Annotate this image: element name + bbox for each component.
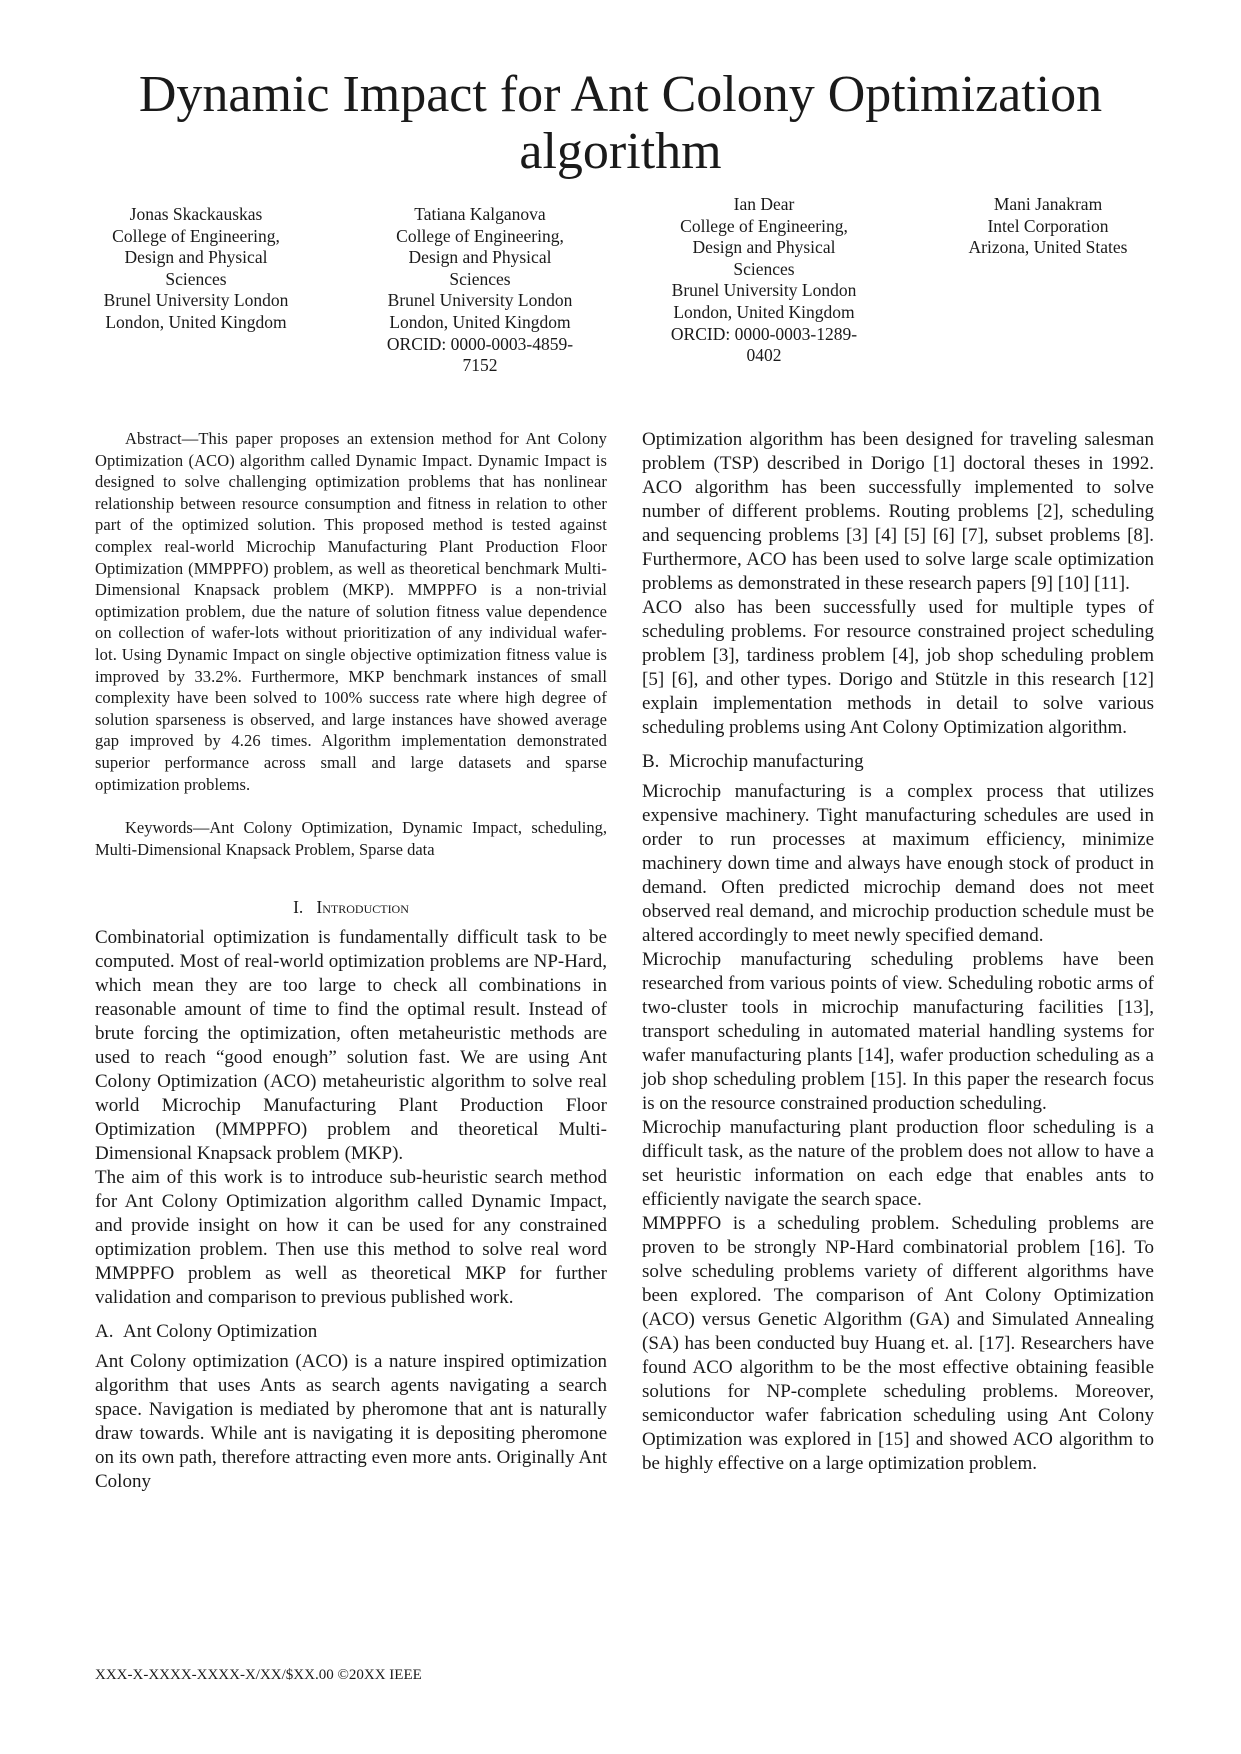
paragraph: The aim of this work is to introduce sub-heuristic search method for Ant Colony Optimization algorithm called Dynamic Impact, and provide insight on how it can be used for any constrained optimization problem. Then use this method to solve real word MMPPFO problem as well as theoretical MKP for further validation and comparison to previous published work.	[95, 1167, 607, 1309]
left-column	[95, 428, 607, 1494]
copyright-footer: XXX-X-XXXX-XXXX-X/XX/$XX.00 ©20XX IEEE	[95, 1667, 422, 1683]
paragraph: Microchip manufacturing is a complex process that utilizes expensive machinery. Tight manufacturing schedules are used in order to run processes at maximum efficiency, minimize machinery down time and always have enough stock of product in demand. Often predicted microchip demand does not meet observed real demand, and microchip production schedule must be altered accordingly to meet newly specified demand.	[642, 781, 1154, 946]
author-affiliation-line: Design and Physical	[408, 247, 552, 268]
paragraph: MMPPFO is a scheduling problem. Scheduling problems are proven to be strongly NP-Hard combinatorial problem [16]. To solve scheduling problems variety of different algorithms have been explored. The comparison of Ant Colony Optimization (ACO) versus Genetic Algorithm (GA) and Simulated Annealing (SA) has been conducted buy Huang et. al. [17]. Researchers have found ACO algorithm to be the most effective obtaining feasible solutions for NP-complete scheduling problems. Moreover, semiconductor wafer fabrication scheduling using Ant Colony Optimization was explored in [15] and showed ACO algorithm to be highly effective on a large optimization problem.	[642, 1213, 1154, 1474]
right-column-body	[642, 428, 1154, 1476]
subsection-title: Microchip manufacturing	[668, 751, 864, 772]
author-affiliation-line: Sciences	[449, 268, 511, 289]
right-column	[642, 428, 1154, 1476]
abstract	[95, 428, 607, 795]
author-affiliation-line: Arizona, United States	[968, 237, 1128, 258]
keywords	[95, 817, 607, 860]
section-title: Introduction	[316, 897, 409, 918]
abstract-text: This paper proposes an extension method for Ant Colony Optimization (ACO) algorithm called Dynamic Impact. Dynamic Impact is designed to solve challenging optimization problems that has nonlinear relationship between resource consumption and fitness in relation to other part of the optimized solution. This proposed method is tested against complex real-world Microchip Manufacturing Plant Production Floor Optimization (MMPPFO) problem, as well as theoretical benchmark Multi-Dimensional Knapsack problem (MKP). MMPPFO is a non-trivial optimization problem, due the nature of solution fitness value dependence on collection of wafer-lots without prioritization of any individual wafer-lot. Using Dynamic Impact on single objective optimization fitness value is improved by 33.2%. Furthermore, MKP benchmark instances of small complexity have been solved to 100% success rate where high degree of solution sparseness is observed, and large instances have showed average gap improved by 4.26 times. Algorithm implementation demonstrated superior performance across small and large datasets and sparse optimization problems.	[95, 429, 607, 794]
author-orcid: ORCID: 0000-0003-1289-	[670, 323, 858, 344]
author-name: Tatiana Kalganova	[414, 204, 546, 224]
paragraph: Combinatorial optimization is fundamentally difficult task to be computed. Most of real-world optimization problems are NP-Hard, which mean they are too large to check all combinations in reasonable amount of time to find the optimal result. Instead of brute forcing the optimization, often metaheuristic methods are used to reach “good enough” solution fast. We are using Ant Colony Optimization (ACO) metaheuristic algorithm to solve real world Microchip Manufacturing Plant Production Floor Optimization (MMPPFO) problem and theoretical Multi-Dimensional Knapsack problem (MKP).	[95, 927, 607, 1165]
author-orcid: 7152	[462, 355, 498, 376]
author-affiliation-line: Design and Physical	[124, 247, 268, 268]
subsection-label: A.	[95, 1321, 114, 1343]
author-affiliation-line: London, United Kingdom	[389, 311, 571, 332]
author-name: Ian Dear	[733, 194, 795, 214]
paragraph: Optimization algorithm has been designed for traveling salesman problem (TSP) described in Dorigo [1] doctoral theses in 1992. ACO algorithm has been successfully implemented to solve number of different problems. Routing problems [2], scheduling and sequencing problems [3] [4] [5] [6] [7], subset problems [8]. Furthermore, ACO has been used to solve large scale optimization problems as demonstrated in these research papers [9] [10] [11].	[642, 429, 1154, 594]
subsection-heading-aco	[95, 1320, 607, 1344]
author-block-2	[350, 204, 610, 377]
keywords-label: Keywords—	[125, 818, 210, 838]
author-affiliation-line: Design and Physical	[692, 237, 836, 258]
paper-title: Dynamic Impact for Ant Colony Optimization algorithm	[138, 66, 1103, 180]
author-affiliation-line: London, United Kingdom	[673, 301, 855, 322]
author-orcid: ORCID: 0000-0003-4859-	[386, 333, 574, 354]
paragraph: ACO also has been successfully used for multiple types of scheduling problems. For resource constrained project scheduling problem [3], tardiness problem [4], job shop scheduling problem [5] [6], and other types. Dorigo and Stützle in this research [12] explain implementation methods in detail to solve various scheduling problems using Ant Colony Optimization algorithm.	[642, 597, 1154, 738]
section-heading-introduction	[95, 896, 607, 918]
author-affiliation-line: Sciences	[165, 268, 227, 289]
abstract-label: Abstract—	[125, 429, 199, 448]
author-affiliation-line: Sciences	[733, 258, 795, 279]
author-affiliation-line: College of Engineering,	[680, 215, 848, 236]
author-affiliation-line: Brunel University London	[671, 280, 857, 301]
section-number: I.	[293, 897, 304, 918]
author-affiliation-line: College of Engineering,	[112, 225, 280, 246]
paragraph: Microchip manufacturing scheduling problems have been researched from various points of view. Scheduling robotic arms of two-cluster tools in microchip manufacturing facilities [13], transport scheduling in automated material handling systems for wafer manufacturing plants [14], wafer production scheduling as a job shop scheduling problem [15]. In this paper the research focus is on the resource constrained production scheduling.	[642, 949, 1154, 1114]
author-orcid: 0402	[746, 345, 782, 366]
subsection-heading-microchip	[642, 750, 1154, 774]
author-name: Mani Janakram	[993, 194, 1103, 214]
author-name: Jonas Skackauskas	[129, 204, 263, 224]
author-block-3	[634, 194, 894, 367]
keywords-text: Ant Colony Optimization, Dynamic Impact, scheduling, Multi-Dimensional Knapsack Problem, Sparse data	[95, 818, 607, 859]
author-affiliation-line: College of Engineering,	[396, 225, 564, 246]
author-block-1	[66, 204, 326, 334]
author-block-4	[918, 194, 1178, 259]
author-affiliation-line: London, United Kingdom	[105, 311, 287, 332]
author-affiliation-line: Brunel University London	[103, 290, 289, 311]
paragraph: Ant Colony optimization (ACO) is a nature inspired optimization algorithm that uses Ants as search agents navigating a search space. Navigation is mediated by pheromone that ant is naturally draw towards. While ant is navigating it is depositing pheromone on its own path, therefore attracting even more ants. Originally Ant Colony	[95, 1351, 607, 1493]
subsection-label: B.	[642, 751, 660, 772]
subsection-title: Ant Colony Optimization	[122, 1321, 318, 1343]
paragraph: Microchip manufacturing plant production floor scheduling is a difficult task, as the nature of the problem does not allow to have a set heuristic information on each edge that enables ants to efficiently navigate the search space.	[642, 1117, 1154, 1210]
introduction-body	[95, 926, 607, 1494]
author-affiliation-line: Brunel University London	[387, 290, 573, 311]
author-affiliation-line: Intel Corporation	[987, 215, 1109, 236]
